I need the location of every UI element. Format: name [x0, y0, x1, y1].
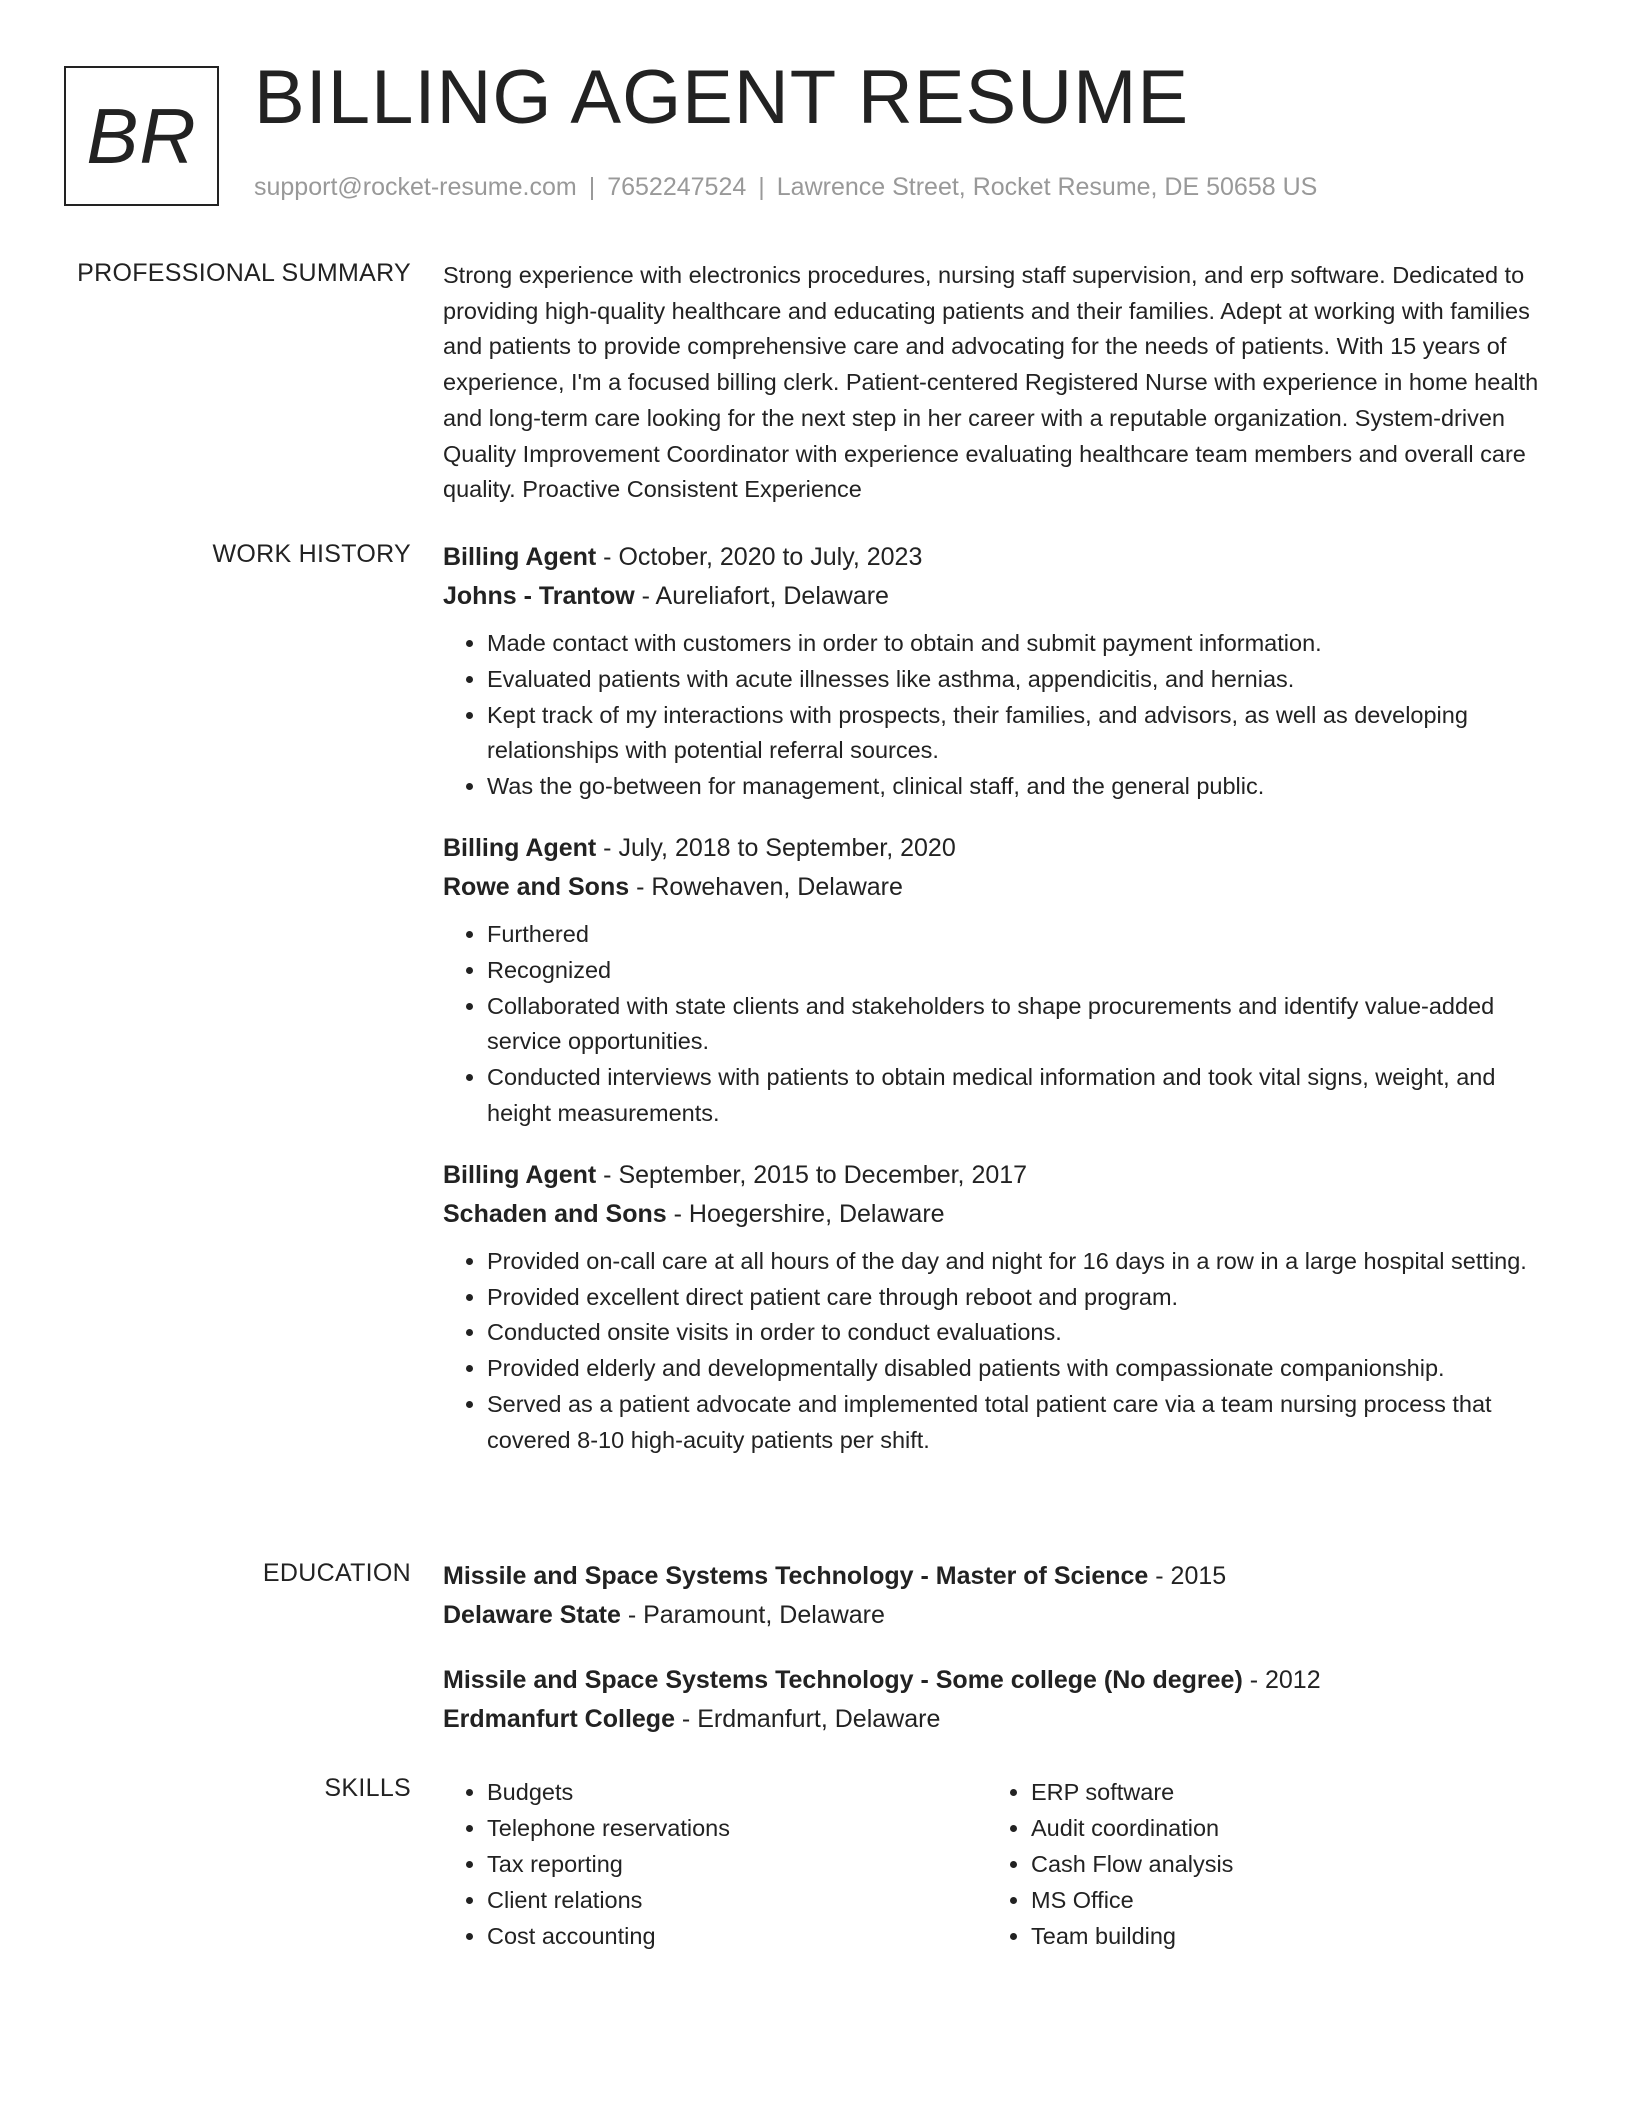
skills-list-left [443, 1774, 987, 1954]
job-title-line [443, 538, 1558, 577]
education-school-line [443, 1700, 1558, 1739]
list-item: • Provided excellent direct patient care through reboot and program. [487, 1280, 1558, 1316]
education-entry [443, 1661, 1558, 1739]
contact-email: support@rocket-resume.com [254, 173, 577, 201]
job-title: Billing Agent [443, 1160, 597, 1189]
contact-separator: | [758, 173, 765, 201]
job-company-line [443, 577, 1558, 616]
skills-columns [443, 1774, 1558, 1954]
section-label-skills: SKILLS [324, 1774, 411, 1802]
list-item: • Kept track of my interactions with prospects, their families, and advisors, as well as developing relationships with potential referral sources. [487, 698, 1558, 770]
job-company: Rowe and Sons [443, 872, 630, 901]
section-label-summary: PROFESSIONAL SUMMARY [77, 259, 411, 287]
list-item: • Furthered [487, 917, 1558, 953]
list-item: • Recognized [487, 953, 1558, 989]
skill-item: • MS Office [1031, 1882, 1531, 1918]
page-title: BILLING AGENT RESUME [254, 55, 1190, 140]
section-label-work: WORK HISTORY [212, 540, 411, 568]
skill-item: • Telephone reservations [487, 1810, 987, 1846]
work-body [443, 538, 1558, 1483]
education-degree: Missile and Space Systems Technology - Some college (No degree) [443, 1666, 1243, 1694]
summary-text: Strong experience with electronics procedures, nursing staff supervision, and erp software. Dedicated to providing high-quality healthcare and educating patients and their families. Adept at working with families and patients to provide comprehensive care and advocating for the needs of patients. With 15 years of experience, I'm a focused billing clerk. Patient-centered Registered Nurse with experience in home health and long-term care looking for the next step in her career with a reputable organization. System-driven Quality Improvement Coordinator with experience evaluating healthcare team members and overall care quality. Proactive Consistent Experience [443, 262, 1539, 503]
skill-item: • Cash Flow analysis [1031, 1846, 1531, 1882]
job-entry [443, 538, 1558, 805]
job-company-line [443, 1195, 1558, 1234]
education-location: - Erdmanfurt, Delaware [674, 1705, 941, 1733]
education-school: Erdmanfurt College [443, 1705, 675, 1733]
list-item: • Collaborated with state clients and stakeholders to shape procurements and identify value-added service opportunities. [487, 989, 1558, 1061]
list-item: • Conducted onsite visits in order to conduct evaluations. [487, 1315, 1558, 1351]
job-location: - Aureliafort, Delaware [634, 582, 889, 610]
job-title-line [443, 1156, 1558, 1195]
skill-item: • Client relations [487, 1882, 987, 1918]
education-school: Delaware State [443, 1601, 621, 1629]
skills-body [443, 1774, 1558, 1954]
education-degree-line [443, 1557, 1558, 1596]
education-school-line [443, 1596, 1558, 1635]
job-company: Johns - Trantow [443, 582, 635, 610]
skill-item: • Budgets [487, 1774, 987, 1810]
list-item: • Was the go-between for management, clinical staff, and the general public. [487, 769, 1558, 805]
job-company-line [443, 868, 1558, 907]
job-bullets [443, 1244, 1558, 1459]
skill-item: • Tax reporting [487, 1846, 987, 1882]
job-title: Billing Agent [443, 543, 597, 571]
monogram-logo: BR [64, 66, 219, 206]
job-company: Schaden and Sons [443, 1199, 667, 1228]
contact-line [254, 173, 1317, 202]
summary-body [443, 258, 1558, 508]
list-item: • Evaluated patients with acute illnesses like asthma, appendicitis, and hernias. [487, 662, 1558, 698]
job-entry [443, 829, 1558, 1132]
education-degree: Missile and Space Systems Technology - Master of Science [443, 1562, 1149, 1590]
job-dates: - October, 2020 to July, 2023 [596, 543, 923, 571]
list-item: • Provided elderly and developmentally disabled patients with compassionate companionship. [487, 1351, 1558, 1387]
skill-item: • Team building [1031, 1918, 1531, 1954]
skill-item: • Audit coordination [1031, 1810, 1531, 1846]
section-label-education: EDUCATION [262, 1559, 411, 1587]
education-location: - Paramount, Delaware [620, 1601, 885, 1629]
education-degree-line [443, 1661, 1558, 1700]
job-location: - Hoegershire, Delaware [666, 1199, 945, 1228]
list-item: • Conducted interviews with patients to obtain medical information and took vital signs, weight, and height measurements. [487, 1060, 1558, 1132]
education-year: - 2012 [1242, 1666, 1321, 1694]
skill-item: • Cost accounting [487, 1918, 987, 1954]
list-item: • Served as a patient advocate and implemented total patient care via a team nursing process that covered 8-10 high-acuity patients per shift. [487, 1387, 1558, 1459]
education-year: - 2015 [1148, 1562, 1227, 1590]
job-title-line [443, 829, 1558, 868]
job-entry [443, 1156, 1558, 1459]
job-dates: - July, 2018 to September, 2020 [596, 833, 956, 862]
job-title: Billing Agent [443, 833, 597, 862]
education-body [443, 1557, 1558, 1765]
job-location: - Rowehaven, Delaware [629, 872, 903, 901]
job-bullets [443, 917, 1558, 1132]
list-item: • Made contact with customers in order to obtain and submit payment information. [487, 626, 1558, 662]
list-item: • Provided on-call care at all hours of the day and night for 16 days in a row in a large hospital setting. [487, 1244, 1558, 1280]
job-dates: - September, 2015 to December, 2017 [596, 1160, 1028, 1189]
job-bullets [443, 626, 1558, 805]
contact-address: Lawrence Street, Rocket Resume, DE 50658 US [776, 173, 1318, 201]
skills-list-right [987, 1774, 1531, 1954]
contact-separator: | [588, 173, 596, 201]
education-entry [443, 1557, 1558, 1635]
skill-item: • ERP software [1031, 1774, 1531, 1810]
contact-phone: 7652247524 [607, 173, 747, 201]
